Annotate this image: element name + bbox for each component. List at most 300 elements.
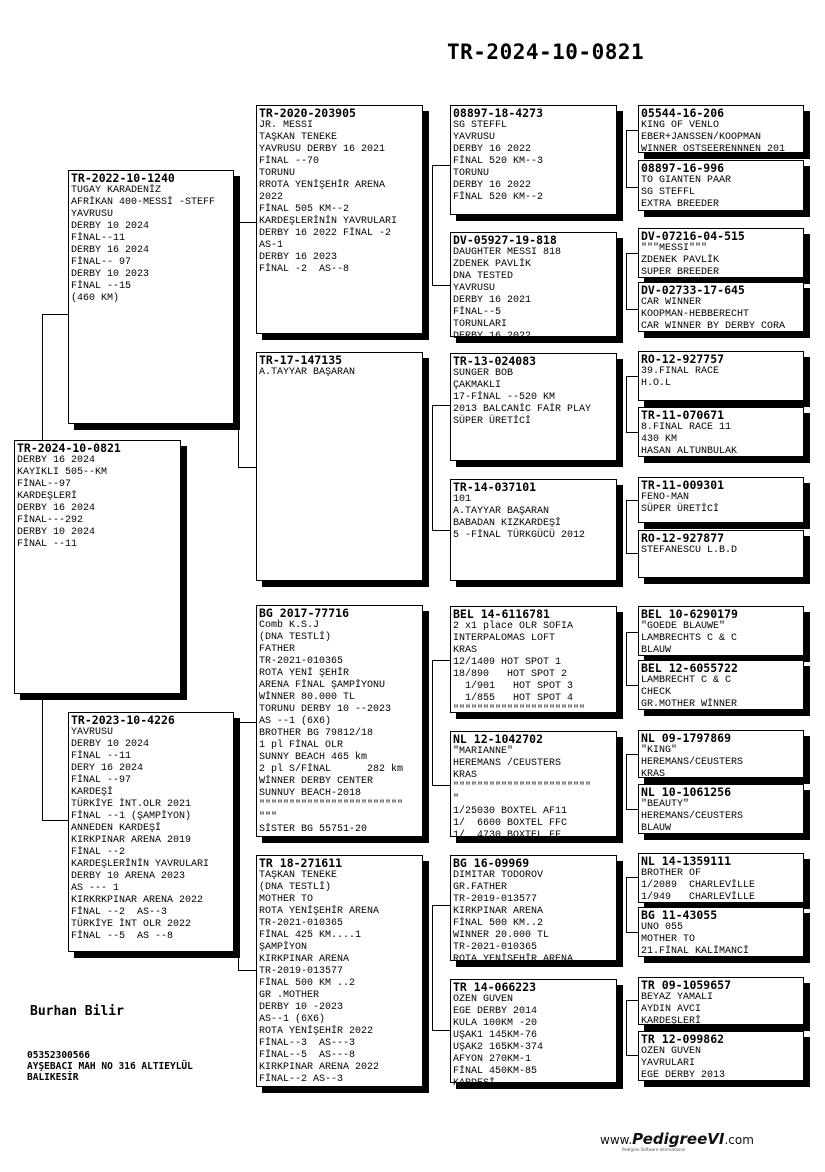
pigeon-info-line: DERBY 16 2022 <box>453 331 532 342</box>
connector-line <box>42 694 43 820</box>
pigeon-info-line: DERBY 16 2022 <box>453 180 532 191</box>
connector-line <box>42 314 43 440</box>
pigeon-card-gen5 <box>638 105 804 153</box>
pigeon-card-ss-dam <box>450 232 617 342</box>
connector-line <box>626 1055 638 1056</box>
pigeon-info-line: INTERPALOMAS LOFT <box>453 633 556 644</box>
ring-number: BG 11-43055 <box>641 908 718 922</box>
pigeon-info-line: DERBY 10 -2023 <box>259 1002 344 1013</box>
pigeon-card-gen5 <box>638 1031 804 1081</box>
ring-number: DV-07216-04-515 <box>641 229 745 243</box>
pigeon-card-gen5 <box>638 160 804 211</box>
pigeon-info-line: MOTHER TO <box>259 894 314 905</box>
connector-line <box>626 253 638 254</box>
pigeon-info-line: TORUNU <box>453 168 490 179</box>
pigeon-info-line: FİNAL--3 AS---3 <box>259 1038 356 1049</box>
connector-line <box>432 660 450 661</box>
pigeon-info-line: 5 -FİNAL TÜRKGÜCÜ 2012 <box>453 530 586 541</box>
connector-line <box>432 785 450 786</box>
connector-line <box>238 970 256 971</box>
connector-line <box>432 905 450 906</box>
ring-number: TR-2022-10-1240 <box>71 171 175 185</box>
connector-line <box>432 660 433 785</box>
pigeon-info-line: WİNNER DERBY CENTER <box>259 776 374 787</box>
pigeon-info-line: FİNAL --2 AS--3 <box>71 907 168 918</box>
connector-line <box>42 820 69 821</box>
pigeon-info-line: UNO 055 <box>641 922 684 933</box>
pigeon-info-line: TR-2021-010365 <box>259 656 344 667</box>
owner-address: AYŞEBACI MAH NO 316 ALTIEYLÜL <box>27 1061 193 1072</box>
pigeon-info-line: 1/949 CHARLEVİLLE <box>641 892 756 903</box>
pigeon-card-dam <box>68 712 234 952</box>
pigeon-info-line: DERBY 10 2024 <box>71 739 150 750</box>
pigeon-info-line: (DNA TESTLİ) <box>259 882 332 893</box>
ring-number: NL 10-1061256 <box>641 785 732 799</box>
ring-number: RO-12-927877 <box>641 531 725 545</box>
pigeon-info-line: 1 pl FİNAL OLR <box>259 740 344 751</box>
ring-number: TR 12-099862 <box>641 1032 725 1046</box>
pigeon-info-line: AYDIN AVCI <box>641 1004 702 1015</box>
pigeon-info-line: 1/2089 CHARLEVİLLE <box>641 880 756 891</box>
ring-number: 08897-16-996 <box>641 161 725 175</box>
pigeon-info-line: (DNA TESTLİ) <box>259 632 332 643</box>
pigeon-info-line: ZDENEK PAVLİK <box>641 255 720 266</box>
pigeon-info-line: ÇAKMAKLI <box>453 380 502 391</box>
pigeon-info-line: "MARIANNE" <box>453 746 514 757</box>
pigeon-info-line: AS --1 (6X6) <box>259 716 332 727</box>
pigeon-info-line: KARDEŞLERİ <box>17 491 78 502</box>
connector-line <box>626 432 638 433</box>
pigeon-info-line: BABADAN KIZKARDEŞİ <box>453 518 562 529</box>
pigeon-info-line: 1/25030 BOXTEL AF11 <box>453 806 568 817</box>
pigeon-card-dd-dam <box>450 979 617 1089</box>
connector-line <box>626 754 627 809</box>
connector-line <box>626 685 638 686</box>
pigeon-info-line: """"""""""""""""""""""" <box>453 782 592 793</box>
pigeon-info-line: GR .MOTHER <box>259 990 320 1001</box>
pigeon-info-line: 1/855 HOT SPOT 4 <box>453 693 574 704</box>
connector-line <box>42 314 69 315</box>
pigeon-info-line: FİNAL 500 KM..2 <box>453 918 544 929</box>
pigeon-info-line: 101 <box>453 494 472 505</box>
pigeon-info-line: 1/ 6600 BOXTEL FFC <box>453 818 568 829</box>
pigeon-info-line: WİNNER 80.000 TL <box>259 692 356 703</box>
connector-line <box>626 376 638 377</box>
pigeon-card-gen5 <box>638 606 804 656</box>
pigeon-info-line: ROTA YENİŞEHİR 2022 <box>259 1026 374 1037</box>
pigeon-info-line: SG STEFFL <box>453 120 508 131</box>
pigeon-info-line: HEREMANS/CEUSTERS <box>641 811 744 822</box>
pigeon-info-line: KRAS <box>453 770 478 781</box>
connector-line <box>626 1000 627 1055</box>
ring-number: TR-11-009301 <box>641 478 725 492</box>
pigeon-info-line: FİNAL --15 <box>71 281 132 292</box>
pigeon-info-line: " <box>453 794 460 805</box>
pigeon-card-ss-sire <box>450 105 617 215</box>
pigeon-card-sire-sire <box>256 105 423 334</box>
pigeon-info-line: LAMBRECHTS C & C <box>641 633 738 644</box>
pigeon-info-line: FİNAL---292 <box>17 515 84 526</box>
ring-number: BEL 10-6290179 <box>641 607 738 621</box>
pigeon-info-line: YAVRUSU <box>71 209 114 220</box>
connector-line <box>626 632 638 633</box>
logo-tagline: Pedigree Software International <box>622 1147 686 1152</box>
connector-line <box>626 500 638 501</box>
pigeon-info-line: ANNEDEN KARDEŞİ <box>71 823 162 834</box>
pigeon-info-line: YAVRUSU DERBY 16 2021 <box>259 144 386 155</box>
pigeon-info-line: FİNAL --11 <box>71 751 132 762</box>
pigeon-info-line: TÜRKİYE İNT.OLR 2021 <box>71 799 192 810</box>
ring-number: TR-14-037101 <box>453 480 537 494</box>
pigeon-card-gen5 <box>638 853 804 903</box>
logo-brand: PedigreeVI <box>632 1130 725 1148</box>
pigeon-info-line: FATHER <box>259 644 296 655</box>
pigeon-card-subject <box>14 440 181 694</box>
pigeon-info-line: KIRKPINAR ARENA <box>453 906 544 917</box>
pigeon-info-line: KOOPMAN-HEBBERECHT <box>641 309 750 320</box>
pigeon-info-line: 2022 <box>259 192 284 203</box>
pigeon-info-line: ZDENEK PAVLİK <box>453 259 532 270</box>
pigeon-info-line: OZEN GUVEN <box>641 1046 702 1057</box>
connector-line <box>432 285 450 286</box>
pigeon-info-line: 21.FİNAL KALİMANCİ <box>641 946 750 957</box>
ring-number: TR-13-024083 <box>453 354 537 368</box>
pigeon-info-line: """MESSI""" <box>641 243 708 254</box>
pigeon-info-line: 12/1409 HOT SPOT 1 <box>453 657 562 668</box>
pigeon-info-line: UŞAK1 145KM-76 <box>453 1030 538 1041</box>
pigeon-info-line: DERBY 16 2022 <box>453 144 532 155</box>
pigeon-info-line: EGE DERBY 2013 <box>641 1070 726 1081</box>
pigeon-info-line: TORUNLARI <box>453 319 508 330</box>
pigeon-info-line: TUGAY KARADENİZ <box>71 185 162 196</box>
connector-line <box>626 376 627 432</box>
pigeon-info-line: "KING" <box>641 745 678 756</box>
pigeon-card-gen5 <box>638 660 804 710</box>
pigeon-info-line: SİSTER BG 55751-20 <box>259 824 368 835</box>
pigeon-info-line: LAMBRECHT C & C <box>641 675 732 686</box>
pigeon-card-gen5 <box>638 784 804 834</box>
ring-number: 08897-18-4273 <box>453 106 544 120</box>
ring-number: TR-2023-10-4226 <box>71 713 175 727</box>
pigeon-card-gen5 <box>638 228 804 278</box>
pigeon-card-gen5 <box>638 351 804 401</box>
pigeon-info-line: FİNAL-- 97 <box>71 257 132 268</box>
pigeon-info-line: KRAS <box>453 645 478 656</box>
pigeon-info-line: TAŞKAN TENEKE <box>259 870 338 881</box>
pigeon-info-line: KIRKRKPINAR ARENA 2022 <box>71 895 204 906</box>
ring-number: TR-17-147135 <box>259 353 343 367</box>
pigeon-card-gen5 <box>638 730 804 778</box>
pedigreevi-logo <box>600 1130 754 1152</box>
document-title: TR-2024-10-0821 <box>447 40 645 64</box>
connector-line <box>626 932 638 933</box>
pigeon-info-line: A.TAYYAR BAŞARAN <box>259 367 356 378</box>
pigeon-info-line: CAR WINNER <box>641 297 702 308</box>
ring-number: DV-02733-17-645 <box>641 283 745 297</box>
pigeon-info-line: FİNAL --2 <box>71 847 126 858</box>
pigeon-info-line: SUPER BREEDER <box>641 267 720 278</box>
pigeon-info-line: TORUNU <box>259 168 296 179</box>
pigeon-card-gen5 <box>638 530 804 578</box>
pigeon-info-line: AS--1 (6X6) <box>259 1014 326 1025</box>
pigeon-info-line: 18/890 HOT SPOT 2 <box>453 669 568 680</box>
pigeon-info-line: AS-1 <box>259 240 284 251</box>
pigeon-card-sire <box>68 170 234 424</box>
pigeon-info-line: KING OF VENLO <box>641 120 720 131</box>
connector-line <box>626 187 638 188</box>
pigeon-info-line: "BEAUTY" <box>641 799 690 810</box>
pigeon-info-line: KULA 100KM -20 <box>453 1018 538 1029</box>
pigeon-info-line: A.TAYYAR BAŞARAN <box>453 506 550 517</box>
pigeon-info-line: 2 x1 place OLR SOFIA <box>453 621 574 632</box>
ring-number: NL 14-1359111 <box>641 854 732 868</box>
pigeon-info-line: KARDEŞLERİNİN YAVRULARI <box>71 859 210 870</box>
pigeon-info-line: 17-FİNAL --520 KM <box>453 392 556 403</box>
ring-number: TR 14-066223 <box>453 980 537 994</box>
connector-line <box>432 405 450 406</box>
connector-line <box>238 722 256 723</box>
pigeon-info-line: FİNAL--11 <box>71 233 126 244</box>
ring-number: RO-12-927757 <box>641 352 725 366</box>
connector-line <box>626 309 638 310</box>
pigeon-info-line: UŞAK2 165KM-374 <box>453 1042 544 1053</box>
pigeon-info-line: 430 KM <box>641 434 678 445</box>
ring-number: 05544-16-206 <box>641 106 725 120</box>
pigeon-info-line: BLAUW <box>641 823 672 834</box>
ring-number: BEL 14-6116781 <box>453 607 550 621</box>
pigeon-info-line: FİNAL --70 <box>259 156 320 167</box>
pigeon-info-line: 2013 BALCANİC FAİR PLAY <box>453 404 592 415</box>
pigeon-info-line: FİNAL --5 AS --8 <box>71 931 174 942</box>
pigeon-info-line: KARDEŞİ <box>453 1078 496 1089</box>
owner-contact <box>27 1050 193 1083</box>
connector-line <box>238 222 256 223</box>
pigeon-info-line: FİNAL 520 KM--3 <box>453 156 544 167</box>
pigeon-info-line: DERBY 10 2024 <box>71 221 150 232</box>
connector-line <box>432 905 433 1030</box>
pigeon-info-line: TÜRKİYE İNT OLR 2022 <box>71 919 192 930</box>
pigeon-info-line: FENO-MAN <box>641 492 690 503</box>
pigeon-info-line: FİNAL 500 KM ..2 <box>259 978 356 989</box>
pigeon-info-line: DERBY 10 2024 <box>17 527 96 538</box>
pigeon-info-line: "GOEDE BLAUWE" <box>641 621 726 632</box>
ring-number: DV-05927-19-818 <box>453 233 557 247</box>
pigeon-info-line: FİNAL --11 <box>17 539 78 550</box>
pigeon-info-line: DNA TESTED <box>453 271 514 282</box>
pigeon-info-line: OZEN GUVEN <box>453 994 514 1005</box>
pigeon-info-line: KARDEŞLERİ <box>641 1016 702 1027</box>
pigeon-info-line: HASAN ALTUNBULAK <box>641 446 738 457</box>
pigeon-info-line: CAR WINNER BY DERBY CORA <box>641 321 786 332</box>
ring-number: BEL 12-6055722 <box>641 661 738 675</box>
pigeon-info-line: 1/ 4730 BOXTEL FF <box>453 830 562 841</box>
pigeon-info-line: DERBY 16 2022 FİNAL -2 <box>259 228 392 239</box>
logo-suffix: .com <box>724 1133 754 1147</box>
pigeon-info-line: KRAS <box>641 769 666 780</box>
pigeon-info-line: FİNAL 520 KM--2 <box>453 192 544 203</box>
connector-line <box>626 500 627 553</box>
pigeon-info-line: ROTA YENİŞEHİR ARENA <box>453 954 574 965</box>
pigeon-info-line: GR.FATHER <box>453 882 508 893</box>
pigeon-info-line: FİNAL--5 AS---8 <box>259 1050 356 1061</box>
pigeon-info-line: AFYON 270KM-1 <box>453 1054 532 1065</box>
pigeon-card-dam-dam <box>256 855 423 1087</box>
pigeon-info-line: DERBY 16 2024 <box>17 455 96 466</box>
connector-line <box>626 754 638 755</box>
pigeon-info-line: YAVRUSU <box>453 132 496 143</box>
ring-number: BG 16-09969 <box>453 856 530 870</box>
pigeon-info-line: CHECK <box>641 687 672 698</box>
pigeon-card-ds-sire <box>450 606 617 716</box>
pigeon-info-line: BEYAZ YAMALI <box>641 992 714 1003</box>
pigeon-card-sd-sire <box>450 353 617 461</box>
pigeon-info-line: FİNAL--5 <box>453 307 502 318</box>
pigeon-info-line: TR-2021-010365 <box>259 918 344 929</box>
connector-line <box>626 877 627 932</box>
pigeon-info-line: """ <box>259 812 278 823</box>
pigeon-info-line: DERBY 16 2024 <box>17 503 96 514</box>
pigeon-info-line: BROTHER BG 79812/18 <box>259 728 374 739</box>
pigeon-card-dd-sire <box>450 855 617 965</box>
pigeon-info-line: FİNAL--2 AS--3 <box>259 1074 344 1085</box>
pigeon-info-line: 39.FINAL RACE <box>641 366 720 377</box>
pigeon-info-line: SUNGER BOB <box>453 368 514 379</box>
pigeon-info-line: TR-2019-013577 <box>453 894 538 905</box>
pigeon-info-line: HEREMANS/CEUSTERS <box>641 757 744 768</box>
pigeon-info-line: """""""""""""""""""""""" <box>259 800 404 811</box>
connector-line <box>238 722 239 970</box>
owner-phone: 05352300566 <box>27 1050 90 1061</box>
pigeon-info-line: STEFANESCU L.B.D <box>641 545 738 556</box>
pigeon-info-line: TORUNU DERBY 10 --2023 <box>259 704 392 715</box>
pigeon-info-line: YAVRUSU <box>71 727 114 738</box>
pigeon-info-line: TR-2019-013577 <box>259 966 344 977</box>
ring-number: TR-2020-203905 <box>259 106 356 120</box>
pigeon-info-line: BROTHER OF <box>641 868 702 879</box>
pigeon-info-line: TR-2021-010365 <box>453 942 538 953</box>
connector-line <box>432 165 450 166</box>
pigeon-info-line: TAŞKAN TENEKE <box>259 132 338 143</box>
pigeon-info-line: SUNNY BEACH 465 km <box>259 752 368 763</box>
connector-line <box>626 130 627 187</box>
connector-line <box>238 222 239 467</box>
pigeon-info-line: ROTA YENİ ŞEHİR <box>259 668 350 679</box>
pigeon-info-line: DERBY 16 2023 <box>259 252 338 263</box>
pigeon-info-line: RROTA YENİŞEHİR ARENA <box>259 180 386 191</box>
connector-line <box>626 877 638 878</box>
ring-number: TR-2024-10-0821 <box>17 441 121 455</box>
pigeon-info-line: ARENA FİNAL ŞAMPİYONU <box>259 680 386 691</box>
pigeon-info-line: SG STEFFL <box>641 187 696 198</box>
pigeon-card-dam-sire <box>256 605 423 837</box>
pigeon-info-line: KIRKPINAR ARENA 2022 <box>259 1062 380 1073</box>
pigeon-info-line: 1/901 HOT SPOT 3 <box>453 681 574 692</box>
pigeon-info-line: TO GIANTEN PAAR <box>641 175 732 186</box>
pigeon-info-line: FİNAL--97 <box>17 479 72 490</box>
logo-prefix: www. <box>600 1133 633 1147</box>
pigeon-info-line: DERBY 10 ARENA 2023 <box>71 871 186 882</box>
connector-line <box>626 1000 638 1001</box>
pigeon-info-line: GR.MOTHER WİNNER <box>641 699 738 710</box>
pigeon-card-gen5 <box>638 477 804 523</box>
pigeon-info-line: DERBY 10 2023 <box>71 269 150 280</box>
pigeon-info-line: Comb K.S.J <box>259 620 320 631</box>
pigeon-info-line: BLAUW <box>641 645 672 656</box>
pigeon-info-line: YAVRUSU <box>453 283 496 294</box>
pigeon-info-line: DAUGHTER MESSI 818 <box>453 247 562 258</box>
ring-number: BG 2017-77716 <box>259 606 350 620</box>
pigeon-card-sd-dam <box>450 479 617 581</box>
pigeon-info-line: FİNAL --1 (ŞAMPİYON) <box>71 811 192 822</box>
pigeon-info-line: YAVRULARI <box>641 1058 696 1069</box>
pigeon-info-line: WINNER 20.000 TL <box>453 930 550 941</box>
pigeon-info-line: FİNAL 425 KM....1 <box>259 930 362 941</box>
pigeon-info-line: HEREMANS /CEUSTERS <box>453 758 562 769</box>
pigeon-info-line: DERBY 16 2024 <box>71 245 150 256</box>
pigeon-info-line: JR. MESSI <box>259 120 314 131</box>
pigeon-info-line: H.O.L <box>641 378 672 389</box>
connector-line <box>432 405 433 530</box>
ring-number: NL 09-1797869 <box>641 731 732 745</box>
pigeon-info-line: AS --- 1 <box>71 883 120 894</box>
pigeon-info-line: DERY 16 2024 <box>71 763 144 774</box>
pigeon-info-line: ROTA YENİŞEHİR ARENA <box>259 906 380 917</box>
pigeon-card-gen5 <box>638 907 804 957</box>
pigeon-info-line: """""""""""""""""""""" <box>453 705 586 716</box>
pigeon-info-line: SÜPER ÜRETİCİ <box>641 504 720 515</box>
ring-number: TR 18-271611 <box>259 856 343 870</box>
pigeon-info-line: AFRİKAN 400-MESSİ -STEFF <box>71 197 216 208</box>
ring-number: TR-11-070671 <box>641 408 725 422</box>
pigeon-info-line: 2 pl S/FİNAL 282 km <box>259 764 404 775</box>
connector-line <box>626 553 638 554</box>
connector-line <box>238 467 256 468</box>
pigeon-info-line: (460 KM) <box>71 293 120 304</box>
connector-line <box>626 130 638 131</box>
pigeon-info-line: FİNAL 505 KM--2 <box>259 204 350 215</box>
pigeon-info-line: KIRKPINAR ARENA <box>259 954 350 965</box>
pigeon-info-line: EGE DERBY 2014 <box>453 1006 538 1017</box>
pigeon-info-line: ŞAMPİYON <box>259 942 308 953</box>
connector-line <box>626 253 627 309</box>
pigeon-card-ds-dam <box>450 731 617 841</box>
connector-line <box>432 165 433 285</box>
pigeon-info-line: DIMITAR TODOROV <box>453 870 544 881</box>
pigeon-info-line: WINNER OSTSEERENNNEN 201 <box>641 144 786 155</box>
pigeon-card-gen5 <box>638 977 804 1025</box>
pigeon-info-line: FİNAL --97 <box>71 775 132 786</box>
connector-line <box>432 1030 450 1031</box>
pigeon-info-line: KARDEŞİ <box>71 787 114 798</box>
ring-number: NL 12-1042702 <box>453 732 544 746</box>
pigeon-info-line: FİNAL -2 AS--8 <box>259 264 350 275</box>
owner-city: BALIKESİR <box>27 1072 79 1083</box>
pigeon-info-line: KAYIKLI 505--KM <box>17 467 108 478</box>
pigeon-card-gen5 <box>638 282 804 332</box>
connector-line <box>432 530 450 531</box>
pigeon-card-gen5 <box>638 407 804 457</box>
pigeon-info-line: SUNNUY BEACH-2018 <box>259 788 362 799</box>
pigeon-info-line: EBER+JANSSEN/KOOPMAN <box>641 132 762 143</box>
pigeon-info-line: 8.FINAL RACE 11 <box>641 422 732 433</box>
pigeon-info-line: DERBY 16 2021 <box>453 295 532 306</box>
pigeon-card-sire-dam <box>256 352 423 581</box>
connector-line <box>626 809 638 810</box>
pigeon-info-line: FİNAL 450KM-85 <box>453 1066 538 1077</box>
pigeon-info-line: EXTRA BREEDER <box>641 199 720 210</box>
owner-name: Burhan Bilir <box>30 1004 124 1019</box>
pigeon-info-line: SÜPER ÜRETİCİ <box>453 416 532 427</box>
